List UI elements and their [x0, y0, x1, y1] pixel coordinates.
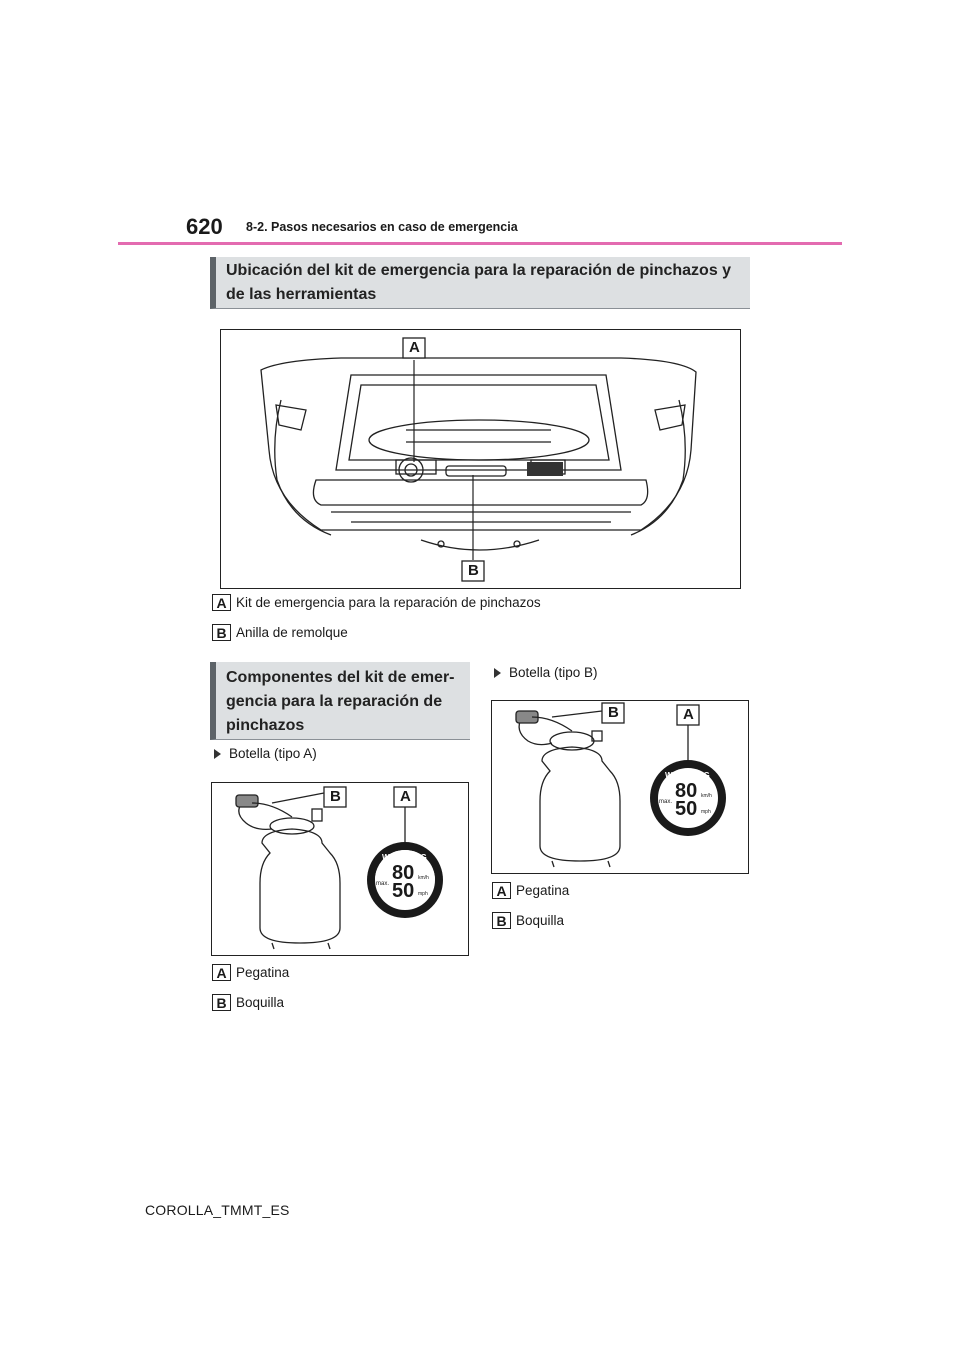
bullet-triangle-icon — [494, 668, 501, 678]
callout-b-row — [212, 624, 348, 641]
bottle-a-callout-b-row — [212, 994, 284, 1011]
bottle-a-callout-b-text: Boquilla — [236, 995, 285, 1010]
header-rule — [118, 242, 842, 245]
bottle-b-sticker-bottom: 50 — [675, 798, 698, 820]
bottle-b-bullet-text: Botella (tipo B) — [509, 665, 598, 680]
bottle-b-callout-a-row — [492, 882, 569, 899]
section2-heading-line-3: pinchazos — [226, 717, 305, 734]
section1-heading-text: Ubicación del kit de emergencia para la reparación de pinchazos y de las herramientas — [226, 262, 732, 303]
bottle-a-sticker-max: max. — [376, 881, 390, 887]
trunk-label-b: B — [468, 562, 479, 579]
bottle-a-bullet-text: Botella (tipo A) — [229, 746, 317, 761]
bottle-b-callout-b-box: B — [492, 912, 511, 929]
bottle-b-callout-a-text: Pegatina — [516, 883, 570, 898]
bottle-a-illustration — [212, 783, 468, 955]
bottle-b-sticker-mph: mph — [701, 809, 711, 815]
bottle-a-bullet — [214, 746, 317, 761]
bottle-a-sticker-mph: mph — [418, 891, 428, 897]
bottle-b-sticker-kmh: km/h — [701, 793, 712, 799]
callout-b-text: Anilla de remolque — [236, 625, 348, 640]
bottle-b-sticker-max: max. — [659, 799, 673, 805]
bottle-a-callout-b-box: B — [212, 994, 231, 1011]
bottle-a-figure — [211, 782, 469, 956]
bottle-b-sticker-warning: WARNING — [665, 771, 711, 780]
bottle-a-callout-a-row — [212, 964, 289, 981]
bottle-a-callout-a-text: Pegatina — [236, 965, 290, 980]
section2-heading-line-1: Componentes del kit de emer- — [226, 669, 455, 686]
section1-heading — [210, 257, 750, 309]
bottle-a-sticker-top: 80 — [392, 862, 415, 884]
page-number: 620 — [186, 214, 223, 239]
bottle-b-bullet — [494, 665, 598, 680]
trunk-label-a: A — [409, 339, 420, 356]
section2-heading — [210, 662, 470, 740]
section-title: 8-2. Pasos necesarios en caso de emergencia — [246, 220, 518, 234]
bottle-b-label-a: A — [683, 706, 694, 723]
callout-a-box: A — [212, 594, 231, 611]
doc-code: COROLLA_TMMT_ES — [145, 1202, 290, 1218]
bottle-b-callout-b-row — [492, 912, 564, 929]
bullet-triangle-icon — [214, 749, 221, 759]
bottle-b-figure — [491, 700, 749, 874]
bottle-a-callout-a-box: A — [212, 964, 231, 981]
callout-a-text: Kit de emergencia para la reparación de pinchazos — [236, 595, 541, 610]
bottle-b-callout-b-text: Boquilla — [516, 913, 565, 928]
bottle-a-sticker-bottom: 50 — [392, 880, 415, 902]
bottle-a-sticker-warning: WARNING — [382, 853, 428, 862]
callout-b-box: B — [212, 624, 231, 641]
bottle-a-sticker-kmh: km/h — [418, 875, 429, 881]
bottle-a-label-b: B — [330, 788, 341, 805]
bottle-b-illustration — [492, 701, 748, 873]
section2-heading-line-2: gencia para la reparación de — [226, 693, 443, 710]
trunk-figure — [220, 329, 741, 589]
bottle-b-callout-a-box: A — [492, 882, 511, 899]
callout-a-row — [212, 594, 541, 611]
bottle-b-sticker-top: 80 — [675, 780, 698, 802]
bottle-a-label-a: A — [400, 788, 411, 805]
trunk-illustration — [221, 330, 740, 588]
bottle-b-label-b: B — [608, 704, 619, 721]
